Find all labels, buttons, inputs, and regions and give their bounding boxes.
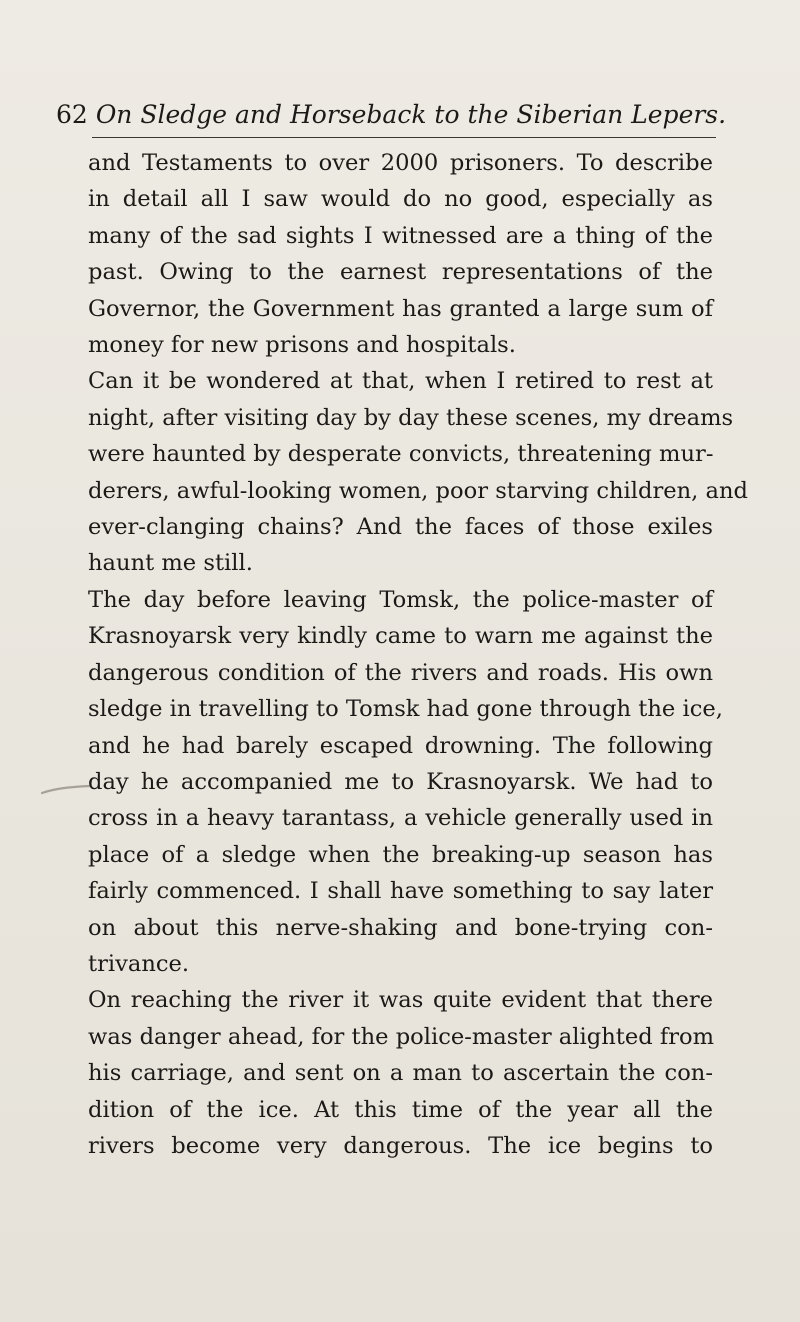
header-rule (92, 137, 716, 138)
text-line: Krasnoyarsk very kindly came to warn me against the (88, 623, 713, 650)
text-line: in detail all I saw would do no good, especially as (88, 186, 713, 213)
margin-smudge (40, 783, 92, 797)
text-line: haunt me still. (88, 550, 253, 577)
text-line: The day before leaving Tomsk, the police-master of (88, 586, 713, 613)
text-line: past. Owing to the earnest representations of the (88, 259, 713, 286)
text-line: and Testaments to over 2000 prisoners. To describe (88, 150, 713, 176)
text-line: trivance. (88, 950, 190, 977)
running-head (56, 100, 727, 130)
page-number: 62 (56, 100, 88, 129)
text-line: cross in a heavy tarantass, a vehicle generally used in (88, 805, 713, 832)
body-text (88, 145, 749, 1164)
text-line: Governor, the Government has granted a large sum of (88, 295, 713, 322)
text-line: sledge in travelling to Tomsk had gone through the ice, (88, 696, 723, 723)
text-line: on about this nerve-shaking and bone-trying con- (88, 914, 713, 941)
text-line: were haunted by desperate convicts, threatening mur- (88, 441, 714, 468)
text-line: fairly commenced. I shall have something to say later (88, 878, 713, 905)
text-line: night, after visiting day by day these scenes, my dreams (88, 404, 734, 431)
text-line: and he had barely escaped drowning. The following (88, 732, 713, 759)
paragraph-3 (88, 582, 723, 982)
paragraph-2 (88, 363, 749, 581)
paragraph-1 (88, 145, 713, 363)
text-line: On reaching the river it was quite evident that there (88, 987, 713, 1014)
running-title: On Sledge and Horseback to the Siberian Lepers. (95, 100, 727, 129)
text-line: his carriage, and sent on a man to ascertain the con- (88, 1060, 713, 1087)
text-line: ever-clanging chains? And the faces of those exiles (88, 514, 713, 541)
text-line: rivers become very dangerous. The ice begins to (88, 1132, 713, 1159)
text-line: dangerous condition of the rivers and roads. His own (88, 659, 713, 686)
text-line: derers, awful-looking women, poor starving children, and (88, 477, 749, 504)
text-line: many of the sad sights I witnessed are a thing of the (88, 222, 713, 249)
text-line: Can it be wondered at that, when I retired to rest at (88, 368, 713, 395)
text-line: money for new prisons and hospitals. (88, 332, 516, 359)
text-line: was danger ahead, for the police-master alighted from (88, 1023, 715, 1050)
text-line: place of a sledge when the breaking-up season has (88, 841, 713, 868)
paragraph-4 (88, 982, 713, 1164)
text-line: day he accompanied me to Krasnoyarsk. We had to (88, 768, 713, 795)
text-line: dition of the ice. At this time of the year all the (88, 1096, 713, 1123)
